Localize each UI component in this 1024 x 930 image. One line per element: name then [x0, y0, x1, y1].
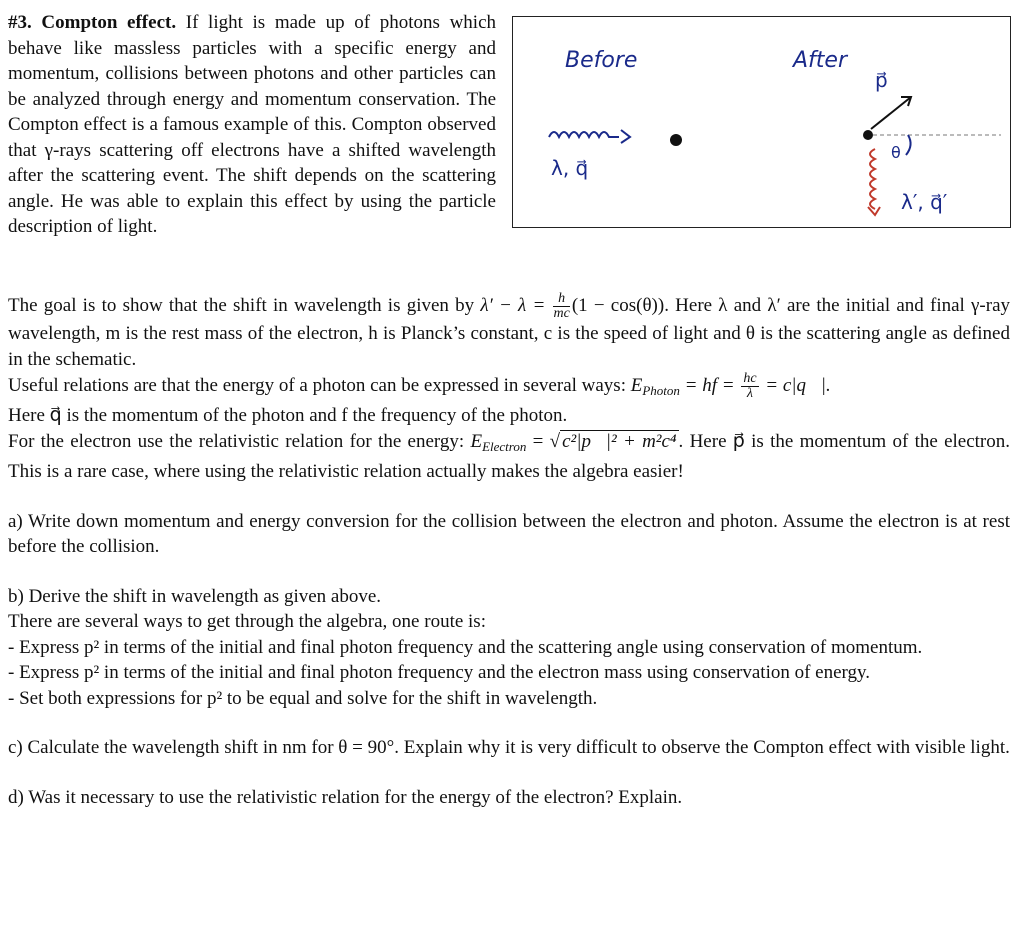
electron-energy-paragraph: For the electron use the relativistic relation for the energy: $E_{Electron}$ = √ c²|p⃗|² + m²c⁴ . Here p⃗ is the momentum of the electron. This is a rare case, where using the relativistic relation actually makes the algebra easier!	[8, 430, 1011, 483]
goal-prefix: The goal is to show that the shift in wavelength is given by	[8, 294, 475, 316]
angle-label: θ	[891, 143, 901, 162]
momentum-definition: Here q⃗ is the momentum of the photon and f the frequency of the photon.	[8, 405, 568, 427]
part-b-step-1: - Express p² in terms of the initial and final photon frequency and the scattering angle using conservation of momentum.	[8, 636, 923, 658]
electron-energy-eq: =	[532, 430, 544, 452]
compton-schematic	[512, 16, 1011, 228]
goal-fraction	[553, 292, 569, 321]
goal-paragraph	[8, 292, 1010, 372]
part-a: a) Write down momentum and energy conversion for the collision between the electron and photon. Assume the electron is at rest before the collision.	[8, 510, 1010, 558]
electron-sqrt-content: c²|p⃗|² + m²c⁴	[562, 430, 677, 452]
part-d: d) Was it necessary to use the relativistic relation for the energy of the electron? Explain.	[8, 786, 683, 808]
goal-formula-lhs: λ′ − λ =	[480, 294, 546, 316]
part-c: c) Calculate the wavelength shift in nm for θ = 90°. Explain why it is very difficult to observe the Compton effect with visible light.	[8, 737, 1010, 759]
outgoing-photon-wave	[870, 149, 875, 209]
part-b-step-3: - Set both expressions for p² to be equal and solve for the shift in wavelength.	[8, 687, 598, 709]
goal-frac-num: h	[553, 292, 569, 307]
photon-energy-symbol: E	[630, 374, 643, 396]
photon-energy-sub: Photon	[642, 382, 680, 398]
electron-before-dot	[670, 134, 682, 146]
schematic-drawing	[513, 17, 1010, 227]
part-b-intro: There are several ways to get through the algebra, one route is:	[8, 611, 486, 633]
electron-prefix: For the electron use the relativistic relation for the energy:	[8, 430, 465, 452]
photon-frac-den: λ	[746, 386, 753, 401]
part-b-title: b) Derive the shift in wavelength as given above.	[8, 585, 382, 607]
photon-frac-num: hc	[743, 371, 757, 386]
electron-momentum-label: p⃗	[875, 68, 888, 92]
incoming-photon-label: λ, q⃗	[551, 156, 589, 180]
intro-text: If light is made up of photons which behave like massless particles with a specific energy and momentum, collisions between photons and other particles can be analyzed through energy and momentum conservation. The Compton effect is a famous example of this. Compton observed that γ-rays scattering off electrons have a shifted wavelength after the scattering event. The shift depends on the scattering angle. He was able to explain this effect by using the particle description of light.	[8, 12, 497, 237]
useful-relations-paragraph	[8, 372, 1010, 403]
intro-paragraph	[8, 10, 496, 240]
problem-label: #3. Compton effect.	[8, 12, 177, 33]
goal-suffix: Here λ and λ′ are the initial and final γ-ray wavelength, m is the rest mass of the electron, h is Planck’s constant, c is the speed of light and θ is the scattering angle as defined in the schematic.	[8, 294, 1011, 370]
useful-prefix: Useful relations are that the energy of a photon can be expressed in several ways:	[8, 374, 626, 396]
before-label: Before	[565, 48, 638, 73]
electron-suffix: . Here p⃗ is the momentum of the electron. This is a rare case, where using the relativistic relation actually makes the algebra easier!	[8, 430, 1011, 483]
problem-body	[8, 292, 1010, 810]
electron-energy-sub: Electron	[482, 438, 527, 454]
incoming-photon-arrowhead	[621, 130, 630, 143]
electron-after-dot	[863, 130, 873, 140]
part-b-step-2: - Express p² in terms of the initial and final photon frequency and the electron mass using conservation of energy.	[8, 662, 871, 684]
after-label: After	[793, 48, 848, 73]
angle-arc	[906, 135, 911, 155]
electron-energy-symbol: E	[470, 430, 483, 452]
photon-fraction	[741, 372, 758, 401]
outgoing-photon-label: λ′, q⃗′	[901, 190, 948, 214]
goal-frac-den: mc	[553, 306, 570, 321]
photon-energy-mid: = hf =	[684, 374, 735, 396]
electron-momentum-arrow	[871, 97, 911, 129]
incoming-photon-wave	[549, 132, 619, 137]
goal-formula-rhs: (1 − cos(θ)).	[571, 294, 669, 316]
photon-energy-end: = c|q⃗|.	[765, 374, 831, 396]
